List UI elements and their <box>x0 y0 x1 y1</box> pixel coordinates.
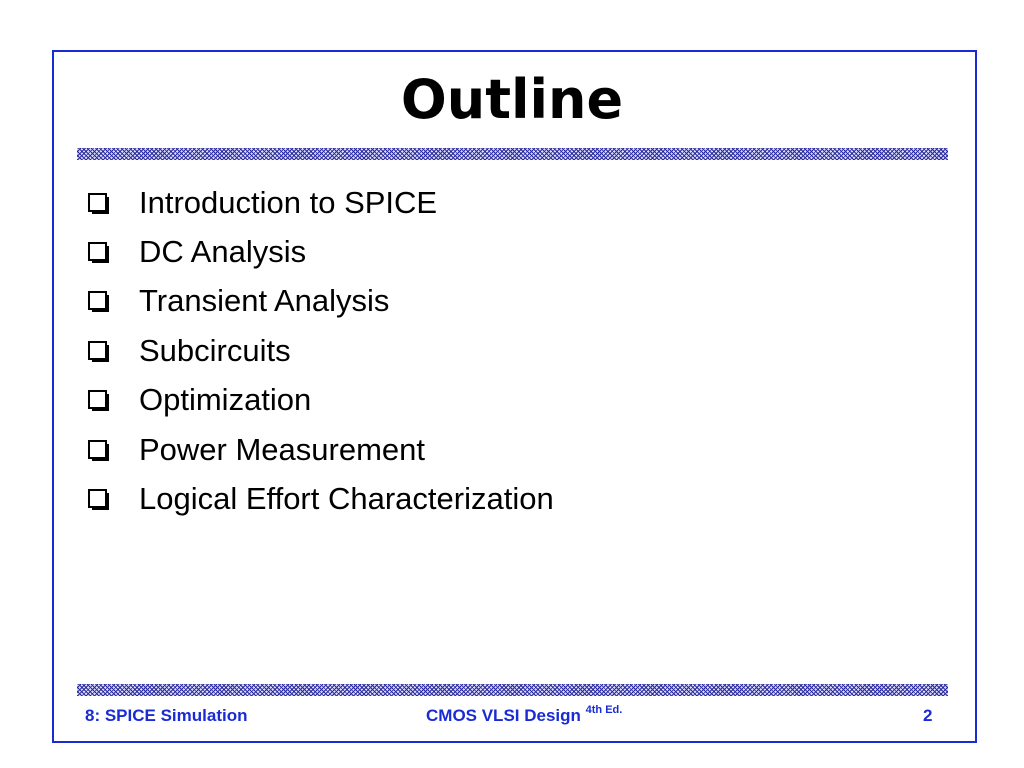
footer-edition: 4th Ed. <box>585 704 623 716</box>
bullet-item <box>88 326 554 375</box>
hollow-square-bullet-icon <box>88 291 108 311</box>
footer-course-name: CMOS VLSI Design <box>426 706 581 725</box>
footer-divider-bar <box>77 684 948 696</box>
title-divider-bar <box>77 148 948 160</box>
footer-chapter: 8: SPICE Simulation <box>85 706 248 725</box>
bullet-text: Optimization <box>139 382 312 418</box>
hollow-square-bullet-icon <box>88 242 108 262</box>
bullet-item <box>88 178 554 227</box>
bullet-item <box>88 425 554 474</box>
bullet-text: DC Analysis <box>139 234 307 270</box>
slide-title: Outline <box>400 68 624 131</box>
hollow-square-bullet-icon <box>88 390 108 410</box>
bullet-text: Transient Analysis <box>139 283 390 319</box>
page-number: 2 <box>923 706 933 725</box>
bullet-text: Power Measurement <box>139 431 426 467</box>
hollow-square-bullet-icon <box>88 193 108 213</box>
footer-course-title <box>426 706 622 726</box>
bullet-item <box>88 376 554 425</box>
bullet-item <box>88 227 554 276</box>
hollow-square-bullet-icon <box>88 440 108 460</box>
hollow-square-bullet-icon <box>88 489 108 509</box>
bullet-text: Subcircuits <box>139 332 291 368</box>
bullet-list <box>88 178 554 524</box>
bullet-text: Logical Effort Characterization <box>139 481 554 517</box>
bullet-item <box>88 474 554 523</box>
bullet-item <box>88 277 554 326</box>
bullet-text: Introduction to SPICE <box>139 184 438 220</box>
hollow-square-bullet-icon <box>88 341 108 361</box>
